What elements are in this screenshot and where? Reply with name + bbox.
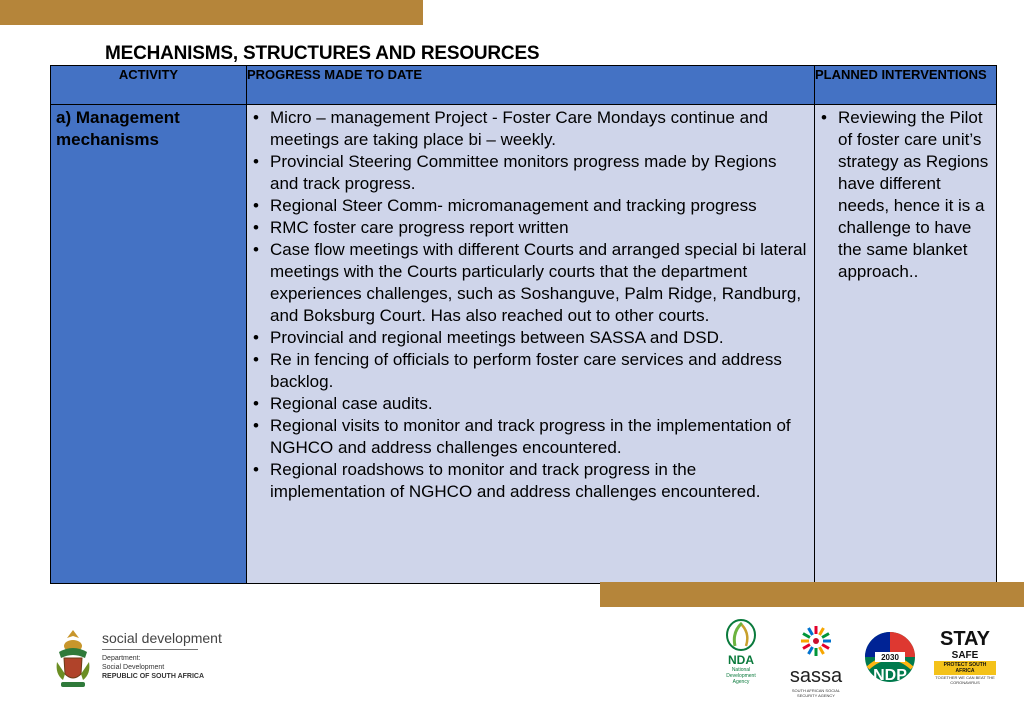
list-item: • Regional visits to monitor and track progress in the implementation of NGHCO and address challenges encountered. — [253, 415, 808, 459]
list-item: • Micro – management Project - Foster Care Mondays continue and meetings are taking place bi – weekly. — [253, 107, 808, 151]
nda-emblem-icon — [718, 618, 764, 652]
ndp-year: 2030 — [881, 653, 899, 662]
activity-cell — [51, 105, 247, 584]
dsd-name: social development — [102, 630, 222, 646]
bottom-accent-bar — [600, 582, 1024, 607]
stay-safe-logo — [934, 628, 996, 685]
list-item: • Re in fencing of officials to perform foster care services and address backlog. — [253, 349, 808, 393]
planned-list — [815, 105, 996, 283]
slide-title: MECHANISMS, STRUCTURES AND RESOURCES — [105, 43, 540, 64]
stay-safe-band: PROTECT SOUTH AFRICA — [934, 661, 996, 675]
dsd-line-1: Department: — [102, 655, 141, 662]
top-accent-bar — [0, 0, 423, 25]
table-row — [51, 105, 997, 584]
progress-table — [50, 65, 997, 584]
nda-full-name — [718, 667, 764, 685]
list-item: • Regional case audits. — [253, 393, 808, 415]
nda-line-3: Agency — [732, 679, 750, 685]
header-progress: PROGRESS MADE TO DATE — [247, 66, 815, 105]
progress-list — [247, 105, 814, 503]
list-item: • Regional roadshows to monitor and track progress in the implementation of NGHCO and address challenges encountered. — [253, 459, 808, 503]
list-item: • Case flow meetings with different Courts and arranged special bi lateral meetings with the Courts particularly courts that the department experiences challenges, such as Soshanguve, Palm Ridge, Randburg, and Boksburg Court. Has also reached out to other courts. — [253, 239, 808, 327]
ndp-2030-logo — [864, 628, 916, 686]
list-item: • Regional Steer Comm- micromanagement and tracking progress — [253, 195, 808, 217]
ndp-emblem-icon — [864, 628, 916, 686]
list-item: • RMC foster care progress report written — [253, 217, 808, 239]
list-item: • Provincial Steering Committee monitors progress made by Regions and track progress. — [253, 151, 808, 195]
list-item: • Provincial and regional meetings between SASSA and DSD. — [253, 327, 808, 349]
nda-line-2: Development — [726, 673, 756, 679]
coat-of-arms-icon — [53, 628, 93, 690]
sassa-name: sassa — [789, 665, 843, 687]
sassa-tagline: SOUTH AFRICAN SOCIAL SECURITY AGENCY — [791, 688, 841, 698]
activity-label: a) Management mechanisms — [56, 108, 180, 149]
planned-cell — [815, 105, 997, 584]
progress-cell — [247, 105, 815, 584]
divider — [102, 649, 198, 650]
nda-line-1: National — [731, 667, 751, 673]
table-header-row — [51, 66, 997, 105]
stay-safe-word: SAFE — [951, 650, 979, 661]
nda-logo — [718, 618, 764, 685]
dsd-line-3: REPUBLIC OF SOUTH AFRICA — [102, 673, 205, 680]
list-item: • Reviewing the Pilot of foster care unit’s strategy as Regions have different needs, hence it is a challenge to have the same blanket approach.. — [821, 107, 990, 283]
stay-safe-tagline: TOGETHER WE CAN BEAT THE CORONAVIRUS — [935, 675, 995, 685]
header-planned: PLANNED INTERVENTIONS — [815, 66, 997, 105]
ndp-abbr: NDP — [873, 667, 907, 684]
header-activity: ACTIVITY — [51, 66, 247, 105]
nda-abbr: NDA — [728, 653, 754, 667]
stay-safe-big: STAY — [939, 628, 991, 650]
dsd-department-text — [102, 654, 204, 681]
sassa-emblem-icon — [786, 624, 846, 658]
sassa-logo — [786, 624, 846, 698]
dsd-line-2: Social Development — [102, 664, 165, 671]
